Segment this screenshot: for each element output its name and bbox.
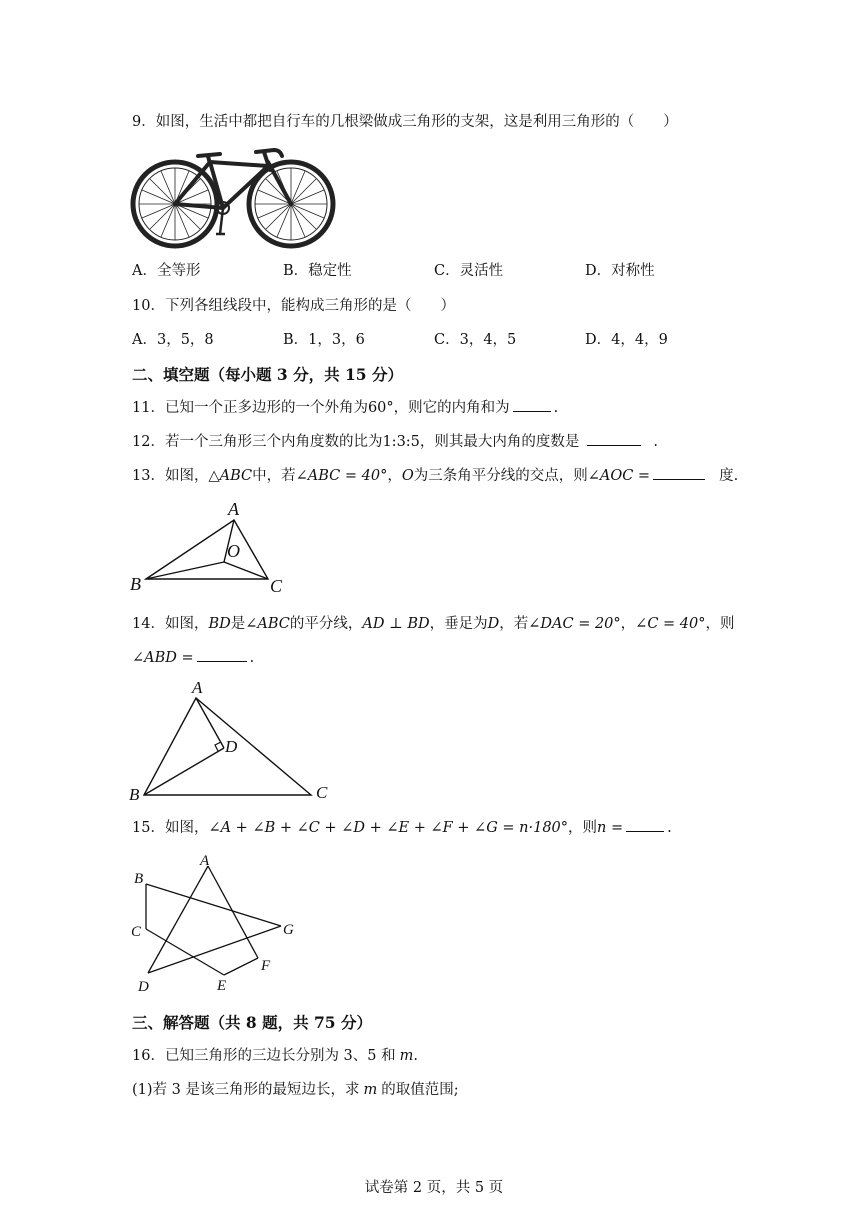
q14-mid2: 的平分线，	[289, 616, 363, 632]
q12-answer-blank	[587, 444, 641, 446]
section-2-title: 二、填空题（每小题 3 分，共 15 分）	[132, 365, 403, 384]
q10-stem: 10．下列各组线段中，能构成三角形的是（ ）	[132, 298, 455, 314]
q14-end: .	[249, 650, 255, 666]
q9-option-d: D．对称性	[585, 263, 655, 279]
q13-unit: 度.	[719, 468, 739, 484]
q9-stem: 9．如图，生活中都把自行车的几根梁做成三角形的支架，这是利用三角形的（ ）	[132, 114, 678, 130]
q15-figure	[126, 848, 316, 998]
q11-post: ，则它的内角和为	[393, 400, 510, 416]
q10-option-a: A．3，5，8	[132, 332, 214, 348]
q14-answer-blank	[197, 660, 247, 662]
q14-figure	[126, 678, 346, 806]
fig15-label-e: E	[217, 978, 227, 994]
q16-part-1	[132, 1082, 459, 1099]
q15-expression: ∠A + ∠B + ∠C + ∠D + ∠E + ∠F + ∠G = n·180°	[208, 820, 569, 836]
q15-mid: ，则	[568, 820, 598, 836]
fig15-label-d: D	[138, 979, 149, 995]
fig15-label-b: B	[134, 871, 144, 887]
q11	[132, 400, 558, 417]
fig14-label-b: B	[129, 785, 140, 804]
q12-post: ，则其最大内角的度数是	[419, 434, 580, 450]
q16-part1-pre: (1)若 3 是该三角形的最短边长，求	[132, 1082, 360, 1098]
q15-answer-blank	[626, 830, 664, 832]
q14-perp: AD ⊥ BD	[362, 616, 430, 632]
bicycle-figure	[128, 142, 338, 250]
q14-mid6: ，则	[705, 616, 735, 632]
fig15-label-g: G	[283, 922, 294, 938]
q16-part1-post: 的取值范围;	[381, 1082, 459, 1098]
q13-triangle: △ABC	[208, 468, 253, 484]
q14-mid5: ，	[620, 616, 636, 632]
q15-end: .	[667, 820, 672, 836]
q14-pre: 14．如图，	[132, 616, 209, 632]
fig14-label-a: A	[192, 678, 203, 697]
q14-bd: BD	[208, 616, 231, 632]
q13-ask: ∠AOC =	[587, 468, 651, 484]
q13-answer-blank	[653, 478, 705, 480]
fig14-label-c: C	[316, 783, 328, 802]
q13-condition: ∠ABC = 40°	[295, 468, 388, 484]
q12-ratio: 1:3:5	[382, 434, 420, 450]
q9-option-c: C．灵活性	[434, 263, 504, 279]
q13-mid1: 中，若	[252, 468, 296, 484]
q11-pre: 11．已知一个正多边形的一个外角为	[132, 400, 368, 416]
fig15-label-c: C	[131, 924, 142, 940]
q13-point-o: O	[401, 468, 414, 484]
q12-pre: 12．若一个三角形三个内角度数的比为	[132, 434, 383, 450]
fig13-label-c: C	[270, 576, 283, 596]
q10-option-b: B．1，3，6	[283, 332, 365, 348]
q13-mid3: 为三条角平分线的交点，则	[413, 468, 588, 484]
page-footer: 试卷第 2 页，共 5 页	[364, 1180, 504, 1196]
q11-answer-blank	[513, 410, 551, 412]
fig15-label-a: A	[200, 853, 210, 869]
q11-angle: 60°	[367, 400, 394, 416]
q12-end: .	[653, 434, 659, 450]
q13-pre: 13．如图，	[132, 468, 209, 484]
q16-stem-pre: 16．已知三角形的三边长分别为 3、5 和	[132, 1048, 396, 1064]
fig13-label-o: O	[227, 541, 240, 561]
q14-angle-dac: ∠DAC = 20°	[528, 616, 621, 632]
q14-mid1: 是	[230, 616, 246, 632]
q14-line1	[132, 616, 734, 633]
q13	[132, 468, 738, 485]
q13-mid2: ，	[387, 468, 402, 484]
q12	[132, 434, 658, 451]
fig13-label-a: A	[228, 500, 239, 519]
q9-option-a: A．全等形	[132, 263, 201, 279]
q14-angle-c: ∠C = 40°	[635, 616, 706, 632]
fig13-label-b: B	[130, 574, 141, 594]
fig14-label-d: D	[225, 737, 238, 756]
q14-point-d: D	[487, 616, 500, 632]
q14-ask: ∠ABD =	[132, 650, 194, 666]
q15	[132, 820, 672, 837]
q13-figure	[126, 500, 296, 600]
q10-option-d: D．4，4，9	[585, 332, 668, 348]
q15-pre: 15．如图，	[132, 820, 209, 836]
q14-line2	[132, 650, 254, 667]
q14-mid3: ，垂足为	[429, 616, 488, 632]
q14-mid4: ，若	[499, 616, 529, 632]
section-3-title: 三、解答题（共 8 题，共 75 分）	[132, 1013, 372, 1032]
bicycle-frame	[175, 150, 291, 208]
q15-n: n =	[597, 820, 624, 836]
q9-option-b: B．稳定性	[283, 263, 352, 279]
fig15-label-f: F	[261, 958, 271, 974]
q16-stem	[132, 1048, 418, 1065]
q16-variable-m: m	[399, 1048, 414, 1064]
q14-angle-abc: ∠ABC	[245, 616, 290, 632]
q16-part1-m: m	[363, 1082, 378, 1098]
q10-option-c: C．3，4，5	[434, 332, 517, 348]
q16-stem-end: .	[413, 1048, 418, 1064]
q11-end: .	[553, 400, 559, 416]
